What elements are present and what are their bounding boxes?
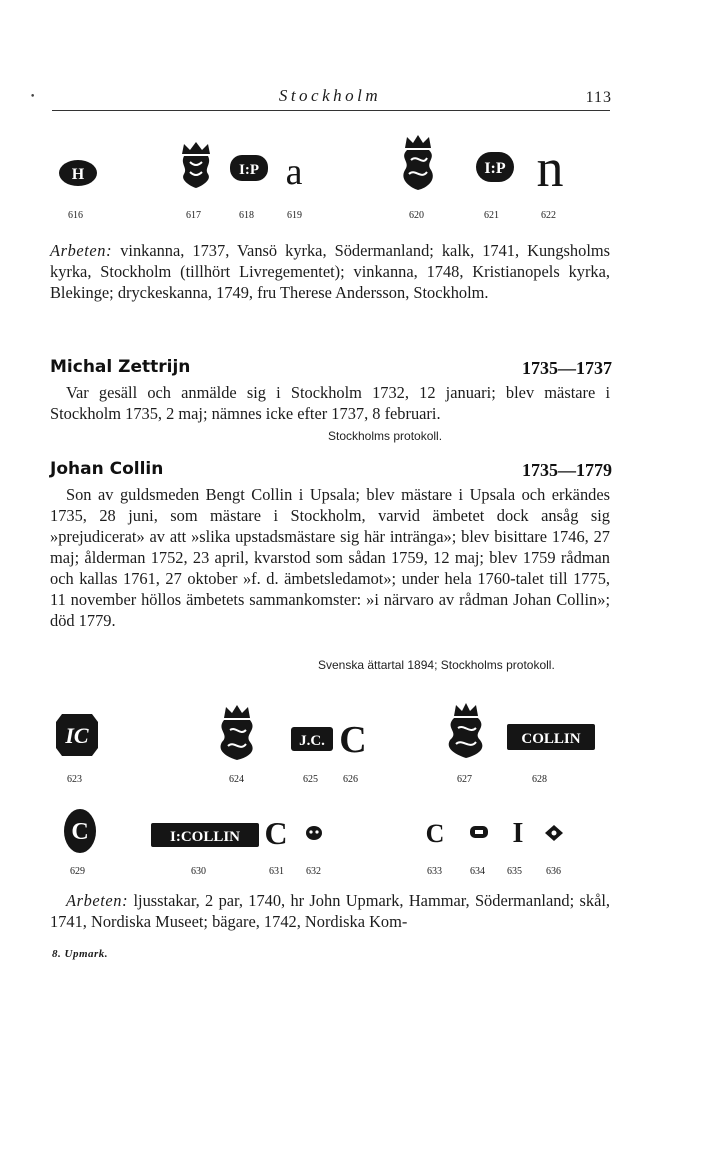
maker-name-collin: Johan Collin <box>50 459 164 479</box>
mark-631-letter-c <box>266 812 286 852</box>
mark-635-letter-i <box>508 816 528 848</box>
works-paragraph-1 <box>50 240 610 303</box>
mark-number-619: 619 <box>287 210 302 221</box>
mark-636-small-stamp <box>544 824 564 842</box>
mark-number-624: 624 <box>229 774 244 785</box>
works-text-1: vinkanna, 1737, Vansö kyrka, Södermanland; kalk, 1741, Kungsholms kyrka, Stockholm (tillhört Livregementet); vinkanna, 1748, Kristianopels kyrka, Blekinge; dryckeskanna, 1749, fru Therese Andersson, Stockholm. <box>50 241 610 302</box>
mark-number-635: 635 <box>507 866 522 877</box>
maker-bio-collin: Son av guldsmeden Bengt Collin i Upsala; blev mästare i Upsala och erkändes 1735, 28 juni, som mästare i Stockholm, varvid ämbetet dock ansåg sig »prejudicerat» av att »slika upstadsmästare sig här intränga»; blev bisittare 1746, 27 maj; ålderman 1752, 23 april, kvarstod som sådan 1759, 12 maj; blev 1759 rådman och kallas 1761, 27 oktober »f. d. ämbetsledamot»; under hela 1760-talet till 1775, 11 november höllos ämbetets sammankomster: »i närvaro av rådman Johan Collin»; död 1779. <box>50 485 610 630</box>
mark-622-glyph: n <box>536 138 564 198</box>
mark-635-glyph: I <box>512 818 524 849</box>
mark-number-627: 627 <box>457 774 472 785</box>
mark-621-ip-stamp <box>475 150 515 184</box>
mark-628-collin-stamp <box>506 722 596 752</box>
mark-626-glyph: C <box>339 719 367 761</box>
running-title: Stockholm <box>278 86 382 105</box>
maker-bio-zettrijn: Var gesäll och anmälde sig i Stockholm 1732, 12 januari; blev mästare i Stockholm 1735, 2 maj; nämnes icke efter 1737, 8 februari. <box>50 383 610 423</box>
mark-number-617: 617 <box>186 210 201 221</box>
mark-number-618: 618 <box>239 210 254 221</box>
mark-633-glyph: C <box>425 819 445 848</box>
mark-number-620: 620 <box>409 210 424 221</box>
mark-627-crown <box>454 703 478 716</box>
mark-629-letter: C <box>71 819 89 845</box>
mark-632-dot-left <box>309 830 312 833</box>
mark-632-dot-right <box>315 830 318 833</box>
mark-633-letter-c <box>424 818 446 848</box>
mark-617-body <box>183 156 209 188</box>
mark-624-crowned-monogram <box>214 702 260 762</box>
mark-617-crowned-shield <box>178 140 214 190</box>
mark-631-glyph: C <box>264 815 288 851</box>
mark-630-icollin-stamp <box>150 821 260 849</box>
mark-number-629: 629 <box>70 866 85 877</box>
mark-number-631: 631 <box>269 866 284 877</box>
mark-625-jc-stamp <box>290 725 334 753</box>
works-paragraph-2 <box>50 890 610 932</box>
mark-627-crowned-monogram <box>442 700 490 760</box>
mark-632-small-stamp <box>304 824 324 842</box>
mark-624-crown <box>224 705 250 718</box>
mark-number-630: 630 <box>191 866 206 877</box>
mark-number-633: 633 <box>427 866 442 877</box>
works-label-1: Arbeten: <box>50 241 113 260</box>
mark-621-letters: I:P <box>484 160 506 177</box>
mark-632-shape <box>306 826 322 840</box>
mark-616-letter: H <box>71 166 85 183</box>
mark-622-letter-n <box>524 138 576 198</box>
works-label-2: Arbeten: <box>66 891 129 910</box>
mark-number-623: 623 <box>67 774 82 785</box>
mark-636-dot <box>552 831 557 836</box>
maker-source-collin: Svenska ättartal 1894; Stockholms protokoll. <box>318 658 555 672</box>
mark-625-letters: J.C. <box>299 733 325 749</box>
maker-years-zettrijn: 1735—1737 <box>522 358 612 378</box>
mark-634-small-stamp <box>468 824 490 840</box>
mark-number-621: 621 <box>484 210 499 221</box>
mark-624-body <box>221 720 253 760</box>
mark-628-letters: COLLIN <box>521 731 581 747</box>
page-number: 113 <box>585 89 612 106</box>
mark-617-crown <box>182 142 210 154</box>
mark-number-616: 616 <box>68 210 83 221</box>
mark-number-628: 628 <box>532 774 547 785</box>
mark-616-oval-stamp <box>58 158 98 188</box>
footer-signature: 8. Upmark. <box>52 948 109 960</box>
mark-number-636: 636 <box>546 866 561 877</box>
mark-620-crown <box>405 135 431 148</box>
mark-619-letter-a <box>280 146 310 193</box>
mark-620-body <box>403 150 432 190</box>
maker-source-zettrijn: Stockholms protokoll. <box>328 429 443 443</box>
mark-623-letters: IC <box>65 723 89 748</box>
mark-619-glyph: a <box>285 151 303 193</box>
left-margin-dot: • <box>30 92 36 102</box>
mark-627-body <box>449 718 483 758</box>
header-rule <box>52 110 610 111</box>
maker-years-collin: 1735—1779 <box>522 460 612 480</box>
mark-630-letters: I:COLLIN <box>169 829 241 845</box>
mark-number-634: 634 <box>470 866 485 877</box>
mark-number-632: 632 <box>306 866 321 877</box>
mark-623-monogram-ic <box>54 712 100 758</box>
mark-626-letter-c <box>338 714 368 760</box>
maker-name-zettrijn: Michal Zettrijn <box>50 357 191 377</box>
mark-620-crowned-monogram <box>397 132 439 192</box>
mark-629-letter-c-stamp <box>62 806 98 856</box>
mark-618-letters: I:P <box>239 162 259 178</box>
works-text-2: ljusstakar, 2 par, 1740, hr John Upmark, Hammar, Södermanland; skål, 1741, Nordiska Museet; bägare, 1742, Nordiska Kom- <box>50 891 610 931</box>
mark-618-ip-stamp <box>229 153 269 183</box>
mark-number-626: 626 <box>343 774 358 785</box>
mark-634-detail <box>475 830 483 834</box>
mark-number-625: 625 <box>303 774 318 785</box>
mark-number-622: 622 <box>541 210 556 221</box>
